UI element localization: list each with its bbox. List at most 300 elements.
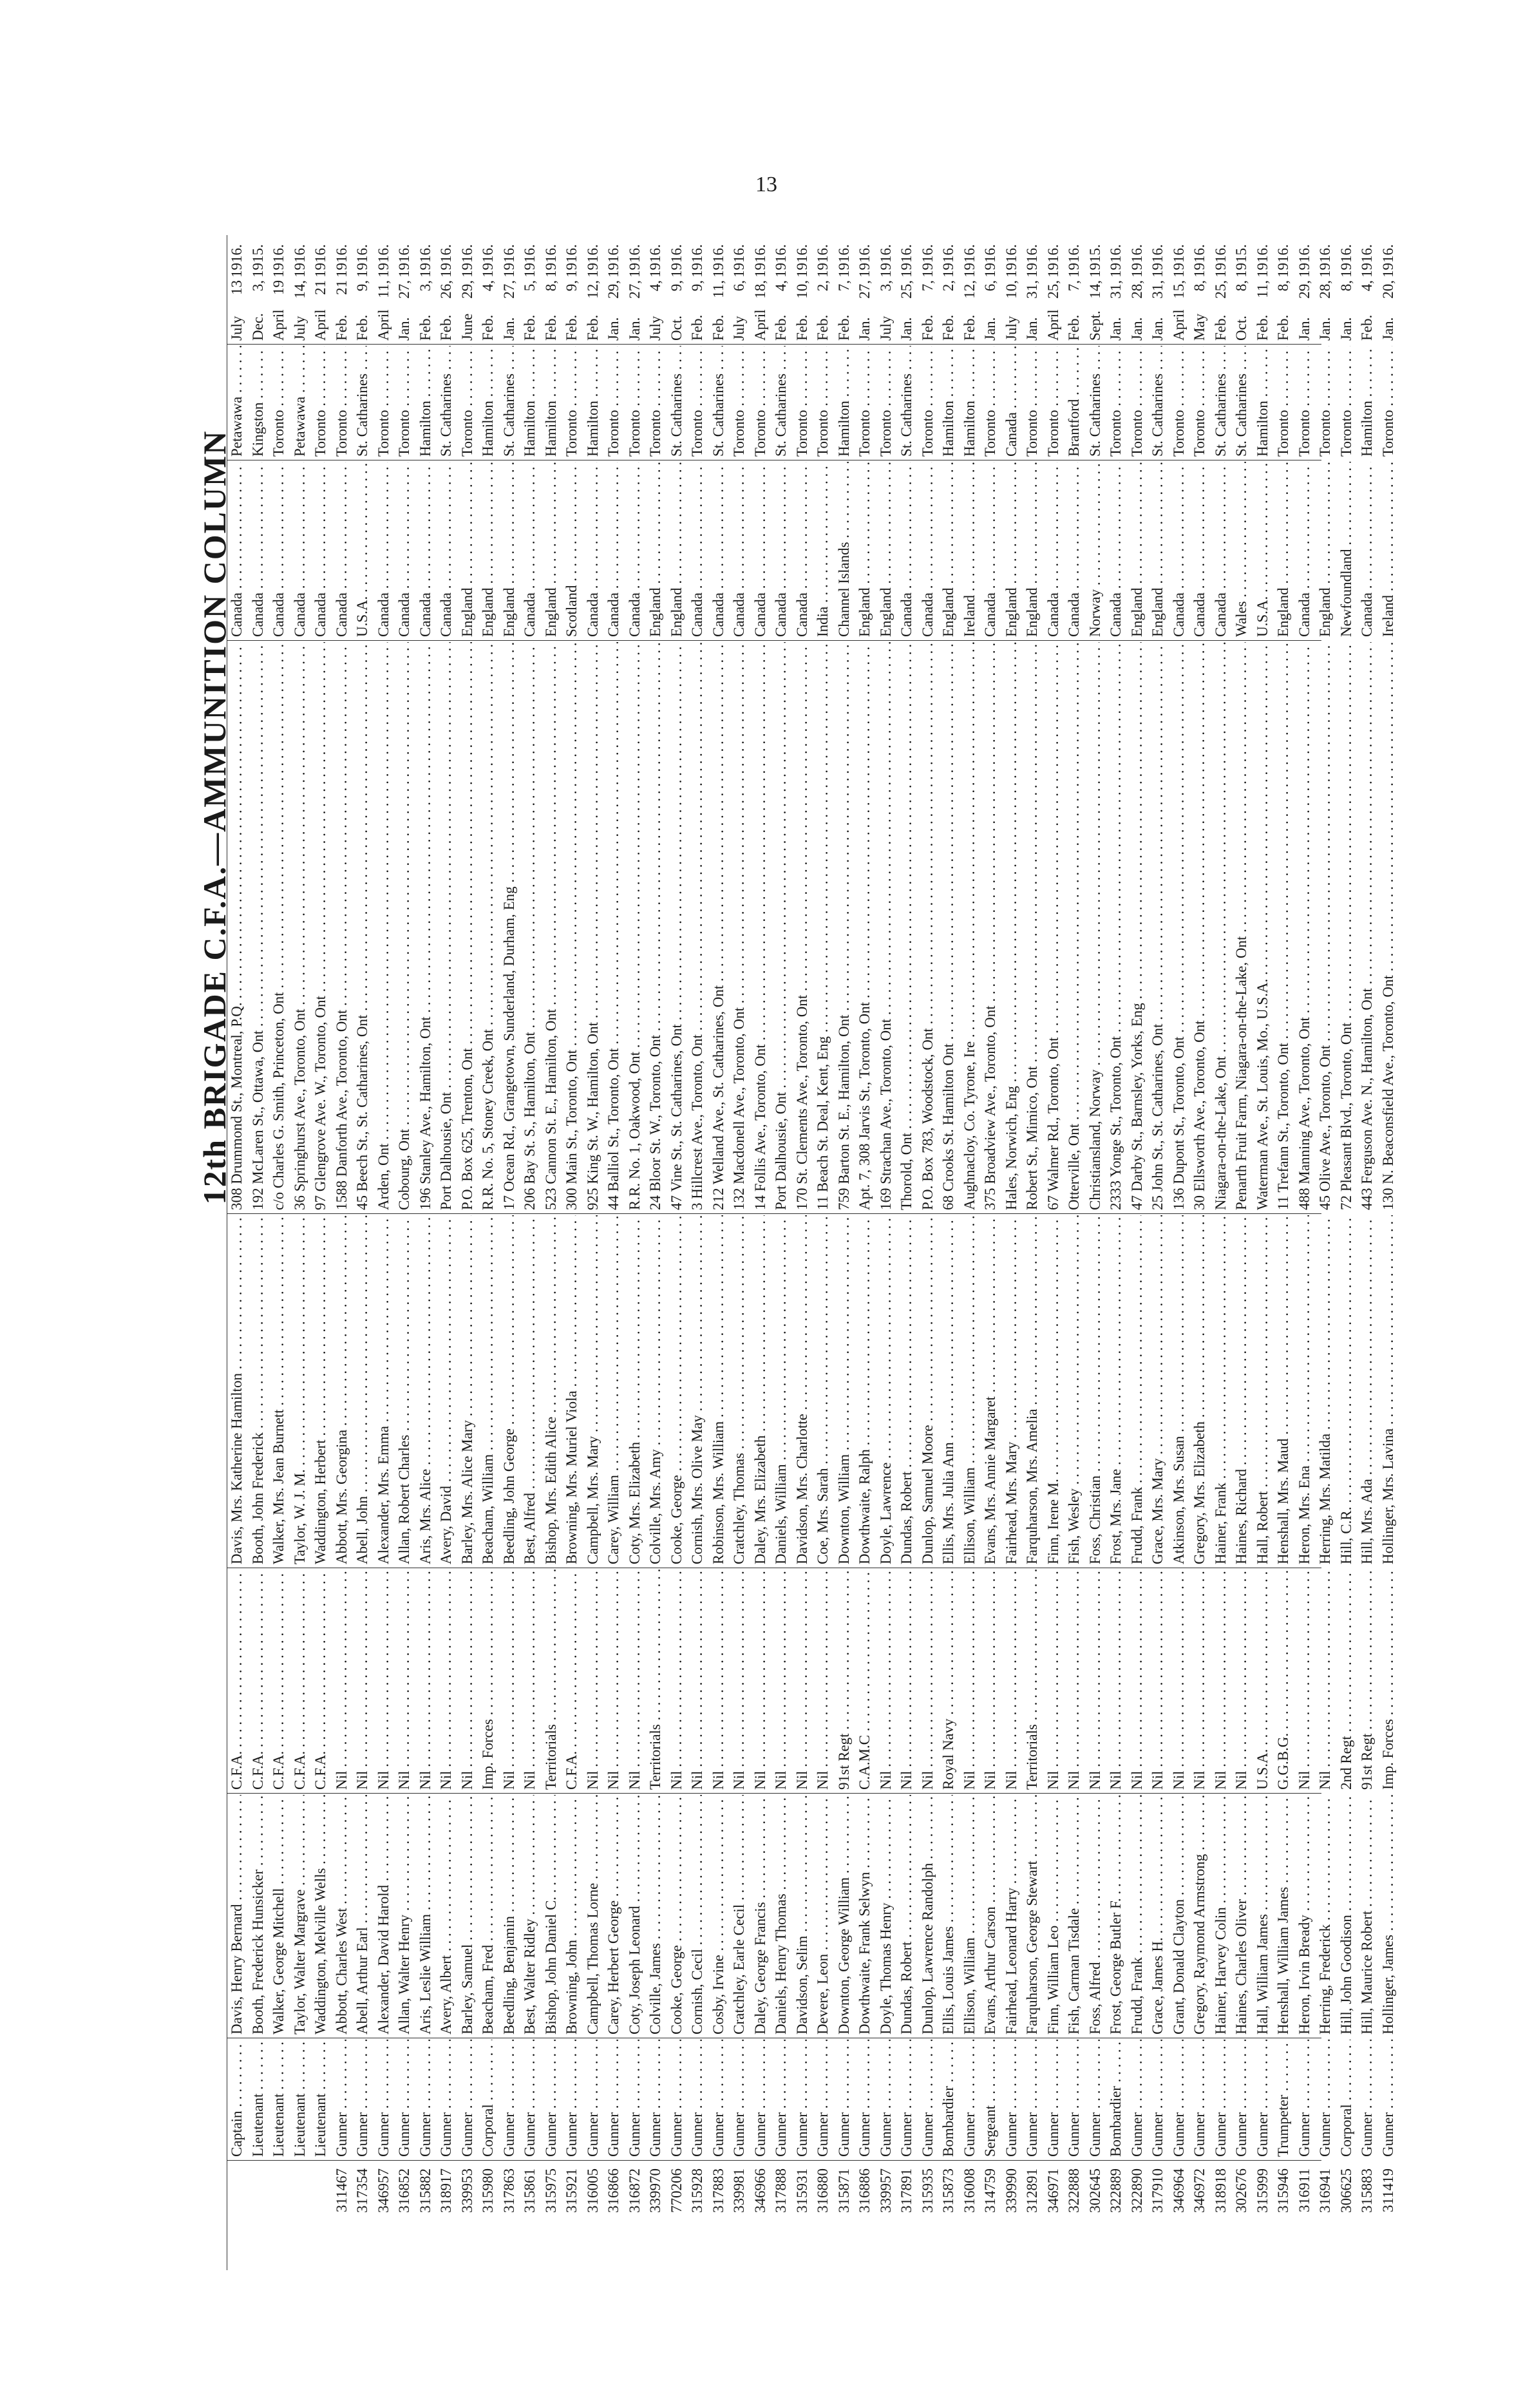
place-of-enlistment-cell: Toronto . . .: [562, 346, 583, 457]
former-corps-cell: Royal Navy . . .: [938, 1569, 960, 1790]
name-cell: Farquharson, George Stewart . . .: [1022, 1795, 1043, 2034]
country-of-birth-cell: England . . .: [1273, 462, 1294, 637]
enlistment-month-cell: Jan.: [898, 317, 914, 341]
rank-cell: Gunner . . .: [687, 2040, 708, 2157]
former-corps-cell: Nil . . .: [520, 1569, 541, 1790]
regimental-number-cell: 302676: [1233, 2168, 1249, 2213]
former-corps-cell: Nil . . .: [708, 1569, 730, 1790]
next-of-kin-cell: Campbell, Mrs. Mary . . .: [583, 1215, 604, 1564]
name-cell: Bishop, John Daniel C. . . .: [541, 1795, 562, 2034]
next-of-kin-cell: Coty, Mrs. Elizabeth . . .: [625, 1215, 646, 1564]
name-cell: Grant, Donald Clayton . . .: [1169, 1795, 1190, 2034]
address-cell: Hales, Norwich, Eng . . .: [1001, 642, 1023, 1210]
rank-cell: Gunner . . .: [625, 2040, 646, 2157]
table-row: [227, 235, 248, 2270]
table-row: [980, 235, 1001, 2270]
country-of-birth-cell: England . . .: [876, 462, 897, 637]
place-of-enlistment-cell: Toronto . . .: [792, 346, 813, 457]
enlistment-month-cell: Jan.: [1149, 317, 1166, 341]
name-cell: Hill, John Goodison . . .: [1336, 1795, 1357, 2034]
name-cell: Hall, William James . . .: [1253, 1795, 1274, 2034]
place-of-enlistment-cell: Toronto . . .: [1315, 346, 1336, 457]
country-of-birth-cell: Canada . . .: [1106, 462, 1127, 637]
regimental-number-cell: 339990: [1003, 2168, 1019, 2213]
next-of-kin-cell: Taylor, W. J. M. . . .: [290, 1215, 311, 1564]
next-of-kin-cell: Ellison, William . . .: [960, 1215, 981, 1564]
rank-cell: Corporal . . .: [1336, 2040, 1357, 2157]
place-of-enlistment-cell: St. Catharines . . .: [352, 346, 374, 457]
country-of-birth-cell: Canada . . .: [980, 462, 1001, 637]
country-of-birth-cell: India . . .: [813, 462, 834, 637]
regimental-number-cell: 322889: [1108, 2168, 1124, 2213]
former-corps-cell: Nil . . .: [771, 1569, 792, 1790]
enlistment-year-cell: 1916.: [1212, 244, 1229, 278]
enlistment-month-cell: July: [291, 316, 308, 341]
enlistment-year-cell: 1916.: [459, 244, 475, 278]
former-corps-cell: C.F.A. . . .: [562, 1569, 583, 1790]
next-of-kin-cell: Fish, Wesley . . .: [1064, 1215, 1085, 1564]
regimental-number-cell: 302645: [1086, 2168, 1103, 2213]
table-row: [834, 235, 855, 2270]
next-of-kin-cell: Abbott, Mrs. Georgina . . .: [332, 1215, 353, 1564]
former-corps-cell: Imp. Forces . . .: [1378, 1569, 1399, 1790]
name-cell: Carey, Herbert George . . .: [603, 1795, 625, 2034]
enlistment-day-cell: 13: [229, 280, 245, 295]
enlistment-year-cell: 1916.: [1045, 244, 1061, 278]
enlistment-month-cell: Dec.: [249, 313, 266, 341]
country-of-birth-cell: England . . .: [667, 462, 688, 637]
name-cell: Dundas, Robert . . .: [896, 1795, 918, 2034]
address-cell: 68 Crooks St. Hamilton Ont . . .: [938, 642, 960, 1210]
rank-cell: Lieutenant . . .: [269, 2040, 290, 2157]
regimental-number-cell: 346971: [1045, 2168, 1061, 2213]
former-corps-cell: 91st Regt . . .: [834, 1569, 855, 1790]
enlistment-month-cell: Feb.: [563, 314, 580, 341]
place-of-enlistment-cell: Toronto . . .: [457, 346, 478, 457]
country-of-birth-cell: Canada . . .: [918, 462, 939, 637]
address-cell: 170 St. Clements Ave., Toronto, Ont . . .: [792, 642, 813, 1210]
name-cell: Henshall, William James . . .: [1273, 1795, 1294, 2034]
country-of-birth-cell: Canada . . .: [896, 462, 918, 637]
enlistment-year-cell: 1916.: [668, 244, 685, 278]
next-of-kin-cell: Atkinson, Mrs. Susan . . .: [1169, 1215, 1190, 1564]
place-of-enlistment-cell: Toronto . . .: [1043, 346, 1064, 457]
former-corps-cell: Nil . . .: [1001, 1569, 1023, 1790]
name-cell: Beedling, Benjamin . . .: [499, 1795, 520, 2034]
enlistment-year-cell: 1916.: [438, 244, 454, 278]
regimental-number-cell: 346966: [752, 2168, 768, 2213]
table-row: [1231, 235, 1253, 2270]
place-of-enlistment-cell: Toronto . . .: [1378, 346, 1399, 457]
next-of-kin-cell: Foss, Christian . . .: [1085, 1215, 1106, 1564]
former-corps-cell: Nil . . .: [667, 1569, 688, 1790]
country-of-birth-cell: Canada . . .: [415, 462, 437, 637]
name-cell: Browning, John . . .: [562, 1795, 583, 2034]
rank-cell: Gunner . . .: [1043, 2040, 1064, 2157]
next-of-kin-cell: Davidson, Mrs. Charlotte . . .: [792, 1215, 813, 1564]
regimental-number-cell: 315946: [1275, 2168, 1291, 2213]
next-of-kin-cell: Browning, Mrs. Muriel Viola . . .: [562, 1215, 583, 1564]
address-cell: Arden, Ont . . .: [374, 642, 395, 1210]
country-of-birth-cell: England . . .: [1022, 462, 1043, 637]
address-cell: 925 King St. W., Hamilton, Ont . . .: [583, 642, 604, 1210]
enlistment-year-cell: 1916.: [877, 244, 894, 278]
enlistment-month-cell: Feb.: [815, 314, 831, 341]
enlistment-year-cell: 1916.: [898, 244, 914, 278]
enlistment-day-cell: 9,: [668, 280, 685, 292]
rank-cell: Gunner . . .: [394, 2040, 415, 2157]
next-of-kin-cell: Hill, Mrs. Ada . . .: [1357, 1215, 1378, 1564]
rank-cell: Gunner . . .: [374, 2040, 395, 2157]
next-of-kin-cell: Daley, Mrs. Elizabeth . . .: [750, 1215, 771, 1564]
former-corps-cell: C.F.A. . . .: [310, 1569, 332, 1790]
enlistment-month-cell: April: [752, 309, 768, 341]
enlistment-year-cell: 1916.: [500, 244, 517, 278]
place-of-enlistment-cell: Toronto . . .: [918, 346, 939, 457]
enlistment-month-cell: Feb.: [1275, 314, 1291, 341]
enlistment-day-cell: 27,: [626, 280, 643, 299]
address-cell: 308 Drummond St., Montreal, P.Q. . . .: [227, 642, 248, 1210]
next-of-kin-cell: Henshall, Mrs. Maud . . .: [1273, 1215, 1294, 1564]
name-cell: Dunlop, Lawrence Randolph . . .: [918, 1795, 939, 2034]
next-of-kin-cell: Daniels, William . . .: [771, 1215, 792, 1564]
enlistment-day-cell: 8,: [542, 280, 559, 292]
enlistment-day-cell: 28,: [1317, 280, 1333, 299]
country-of-birth-cell: Ireland . . .: [960, 462, 981, 637]
enlistment-day-cell: 2,: [940, 280, 956, 292]
table-row: [1085, 235, 1106, 2270]
next-of-kin-cell: Booth, John Frederick . . .: [248, 1215, 269, 1564]
regimental-number-cell: 315883: [1359, 2168, 1375, 2213]
former-corps-cell: Nil . . .: [813, 1569, 834, 1790]
name-cell: Coty, Joseph Leonard . . .: [625, 1795, 646, 2034]
name-cell: Cratchley, Earle Cecil . . .: [729, 1795, 750, 2034]
place-of-enlistment-cell: Toronto . . .: [855, 346, 876, 457]
table-row: [855, 235, 876, 2270]
regimental-number-cell: 306625: [1338, 2168, 1354, 2213]
country-of-birth-cell: England . . .: [541, 462, 562, 637]
former-corps-cell: Nil . . .: [1043, 1569, 1064, 1790]
name-cell: Aris, Leslie William . . .: [415, 1795, 437, 2034]
next-of-kin-cell: Doyle, Lawrence . . .: [876, 1215, 897, 1564]
enlistment-year-cell: 1915.: [1086, 244, 1103, 278]
enlistment-month-cell: Feb.: [793, 314, 810, 341]
enlistment-month-cell: June: [459, 313, 475, 341]
table-row: [792, 235, 813, 2270]
enlistment-month-cell: Feb.: [1254, 314, 1271, 341]
table-row: [1043, 235, 1064, 2270]
enlistment-month-cell: Jan.: [396, 317, 412, 341]
name-cell: Booth, Frederick Hunsicker . . .: [248, 1795, 269, 2034]
table-row: [1022, 235, 1043, 2270]
rank-cell: Bombardier . . .: [1106, 2040, 1127, 2157]
enlistment-day-cell: 4,: [480, 280, 496, 292]
enlistment-month-cell: Feb.: [542, 314, 559, 341]
country-of-birth-cell: England . . .: [855, 462, 876, 637]
address-cell: 196 Stanley Ave., Hamilton, Ont . . .: [415, 642, 437, 1210]
place-of-enlistment-cell: Toronto . . .: [1273, 346, 1294, 457]
place-of-enlistment-cell: Hamilton . . .: [834, 346, 855, 457]
address-cell: 206 Bay St. S., Hamilton, Ont . . .: [520, 642, 541, 1210]
enlistment-day-cell: 10,: [793, 280, 810, 299]
country-of-birth-cell: Canada . . .: [248, 462, 269, 637]
country-of-birth-cell: Canada . . .: [332, 462, 353, 637]
next-of-kin-cell: Hall, Robert . . .: [1253, 1215, 1274, 1564]
enlistment-year-cell: 1916.: [1338, 244, 1354, 278]
enlistment-year-cell: 1916.: [710, 244, 726, 278]
regimental-number-cell: 315935: [919, 2168, 936, 2213]
name-cell: Davidson, Selim . . .: [792, 1795, 813, 2034]
table-row: [436, 235, 457, 2270]
regimental-number-cell: 315975: [542, 2168, 559, 2213]
former-corps-cell: Nil . . .: [1106, 1569, 1127, 1790]
place-of-enlistment-cell: Brantford . . .: [1064, 346, 1085, 457]
enlistment-month-cell: Feb.: [773, 314, 789, 341]
rank-cell: Gunner . . .: [855, 2040, 876, 2157]
name-cell: Hainer, Harvey Colin . . .: [1211, 1795, 1232, 2034]
enlistment-month-cell: Feb.: [1066, 314, 1082, 341]
rank-cell: Gunner . . .: [1148, 2040, 1169, 2157]
name-cell: Abbott, Charles West . . .: [332, 1795, 353, 2034]
table-row: [687, 235, 708, 2270]
enlistment-month-cell: April: [1170, 309, 1187, 341]
enlistment-year-cell: 1916.: [835, 244, 852, 278]
enlistment-day-cell: 12,: [961, 280, 978, 299]
country-of-birth-cell: Canada . . .: [771, 462, 792, 637]
enlistment-day-cell: 11,: [1254, 280, 1271, 298]
rank-cell: Gunner . . .: [896, 2040, 918, 2157]
enlistment-day-cell: 27,: [396, 280, 412, 299]
table-row: [269, 235, 290, 2270]
enlistment-day-cell: 29,: [459, 280, 475, 299]
table-row: [415, 235, 437, 2270]
next-of-kin-cell: Waddington, Herbert . . .: [310, 1215, 332, 1564]
place-of-enlistment-cell: Toronto . . .: [687, 346, 708, 457]
place-of-enlistment-cell: Toronto . . .: [1022, 346, 1043, 457]
name-cell: Waddington, Melville Wells . . .: [310, 1795, 332, 2034]
rank-cell: Gunner . . .: [1231, 2040, 1253, 2157]
address-cell: Thorold, Ont . . .: [896, 642, 918, 1210]
enlistment-day-cell: 9,: [563, 280, 580, 292]
rank-cell: Gunner . . .: [1378, 2040, 1399, 2157]
enlistment-year-cell: 1916.: [815, 244, 831, 278]
former-corps-cell: Nil . . .: [583, 1569, 604, 1790]
place-of-enlistment-cell: Toronto . . .: [813, 346, 834, 457]
place-of-enlistment-cell: Toronto . . .: [269, 346, 290, 457]
next-of-kin-cell: Barley, Mrs. Alice Mary . . .: [457, 1215, 478, 1564]
regimental-number-cell: 316008: [961, 2168, 978, 2213]
former-corps-cell: Nil . . .: [1231, 1569, 1253, 1790]
country-of-birth-cell: Canada . . .: [1357, 462, 1378, 637]
address-cell: Robert St., Mimico, Ont . . .: [1022, 642, 1043, 1210]
country-of-birth-cell: Canada . . .: [625, 462, 646, 637]
enlistment-year-cell: 1916.: [1170, 244, 1187, 278]
place-of-enlistment-cell: St. Catharines . . .: [499, 346, 520, 457]
next-of-kin-cell: Best, Alfred . . .: [520, 1215, 541, 1564]
enlistment-day-cell: 6,: [731, 280, 747, 292]
address-cell: 212 Welland Ave., St. Catharines, Ont . . .: [708, 642, 730, 1210]
place-of-enlistment-cell: St. Catharines . . .: [708, 346, 730, 457]
name-cell: Frudd, Frank . . .: [1127, 1795, 1148, 2034]
enlistment-month-cell: Feb.: [961, 314, 978, 341]
table-row: [374, 235, 395, 2270]
former-corps-cell: Nil . . .: [1189, 1569, 1211, 1790]
regimental-number-cell: 346972: [1191, 2168, 1207, 2213]
enlistment-day-cell: 3,: [417, 280, 433, 292]
former-corps-cell: Nil . . .: [1169, 1569, 1190, 1790]
enlistment-year-cell: 1916.: [333, 244, 350, 278]
country-of-birth-cell: Wales . . .: [1231, 462, 1253, 637]
enlistment-day-cell: 18,: [752, 280, 768, 299]
enlistment-month-cell: Jan.: [1379, 317, 1396, 341]
former-corps-cell: Imp. Forces . . .: [478, 1569, 499, 1790]
enlistment-day-cell: 21: [312, 280, 328, 295]
name-cell: Daniels, Henry Thomas . . .: [771, 1795, 792, 2034]
enlistment-year-cell: 1916.: [396, 244, 412, 278]
rank-cell: Lieutenant . . .: [248, 2040, 269, 2157]
address-cell: 36 Springhurst Ave., Toronto, Ont . . .: [290, 642, 311, 1210]
address-cell: 25 John St., St. Catharines, Ont . . .: [1148, 642, 1169, 1210]
next-of-kin-cell: Carey, William . . .: [603, 1215, 625, 1564]
enlistment-month-cell: July: [1003, 316, 1019, 341]
enlistment-year-cell: 1916.: [919, 244, 936, 278]
enlistment-year-cell: 1916.: [1359, 244, 1375, 278]
enlistment-year-cell: 1916.: [1191, 244, 1207, 278]
country-of-birth-cell: Channel Islands . . .: [834, 462, 855, 637]
enlistment-month-cell: July: [731, 316, 747, 341]
name-cell: Foss, Alfred . . .: [1085, 1795, 1106, 2034]
name-cell: Heron, Irvin Bready . . .: [1294, 1795, 1316, 2034]
enlistment-month-cell: Feb.: [333, 314, 350, 341]
regimental-number-cell: 317891: [898, 2168, 914, 2213]
next-of-kin-cell: Bishop, Mrs. Edith Alice . . .: [541, 1215, 562, 1564]
rank-cell: Gunner . . .: [436, 2040, 457, 2157]
enlistment-month-cell: July: [229, 316, 245, 341]
table-row: [1064, 235, 1085, 2270]
rank-cell: Gunner . . .: [541, 2040, 562, 2157]
rank-cell: Lieutenant . . .: [310, 2040, 332, 2157]
enlistment-day-cell: 12,: [584, 280, 601, 299]
page-title: 12th BRIGADE C.F.A.—AMMUNITION COLUMN: [196, 430, 232, 1205]
former-corps-cell: Nil . . .: [1294, 1569, 1316, 1790]
name-cell: Avery, Albert . . .: [436, 1795, 457, 2034]
enlistment-day-cell: 25,: [1045, 280, 1061, 299]
enlistment-month-cell: Feb.: [919, 314, 936, 341]
regimental-number-cell: 316872: [626, 2168, 643, 2213]
enlistment-day-cell: 27,: [500, 280, 517, 299]
former-corps-cell: Nil . . .: [332, 1569, 353, 1790]
former-corps-cell: Nil . . .: [960, 1569, 981, 1790]
place-of-enlistment-cell: Hamilton . . .: [938, 346, 960, 457]
regimental-number-cell: 339953: [459, 2168, 475, 2213]
enlistment-year-cell: 1916.: [291, 244, 308, 278]
name-cell: Cornish, Cecil . . .: [687, 1795, 708, 2034]
place-of-enlistment-cell: Canada . . .: [1001, 346, 1023, 457]
former-corps-cell: C.F.A. . . .: [290, 1569, 311, 1790]
enlistment-month-cell: Jan.: [626, 317, 643, 341]
rank-cell: Gunner . . .: [1127, 2040, 1148, 2157]
address-cell: Apt. 7, 308 Jarvis St., Toronto, Ont . . .: [855, 642, 876, 1210]
regimental-number-cell: 315871: [835, 2168, 852, 2213]
enlistment-day-cell: 4,: [773, 280, 789, 292]
rank-cell: Gunner . . .: [918, 2040, 939, 2157]
next-of-kin-cell: Davis, Mrs. Katherine Hamilton . . .: [227, 1215, 248, 1564]
address-cell: 523 Cannon St. E., Hamilton, Ont . . .: [541, 642, 562, 1210]
name-cell: Haines, Charles Oliver . . .: [1231, 1795, 1253, 2034]
next-of-kin-cell: Cratchley, Thomas . . .: [729, 1215, 750, 1564]
enlistment-month-cell: April: [1045, 309, 1061, 341]
rank-cell: Gunner . . .: [562, 2040, 583, 2157]
former-corps-cell: Territorials . . .: [645, 1569, 667, 1790]
former-corps-cell: 91st Regt . . .: [1357, 1569, 1378, 1790]
rank-cell: Gunner . . .: [750, 2040, 771, 2157]
place-of-enlistment-cell: St. Catharines . . .: [1085, 346, 1106, 457]
enlistment-month-cell: Jan.: [1317, 317, 1333, 341]
regimental-number-cell: 315921: [563, 2168, 580, 2213]
regimental-number-cell: 311419: [1379, 2168, 1396, 2213]
rank-cell: Corporal . . .: [478, 2040, 499, 2157]
enlistment-day-cell: 25,: [898, 280, 914, 299]
rank-cell: Gunner . . .: [583, 2040, 604, 2157]
name-cell: Best, Walter Ridley . . .: [520, 1795, 541, 2034]
table-body: [227, 235, 1399, 2270]
regimental-number-cell: 322890: [1128, 2168, 1145, 2213]
country-of-birth-cell: Canada . . .: [1211, 462, 1232, 637]
name-cell: Ellison, William . . .: [960, 1795, 981, 2034]
table-row: [876, 235, 897, 2270]
name-cell: Dowthwaite, Frank Selwyn . . .: [855, 1795, 876, 2034]
country-of-birth-cell: England . . .: [499, 462, 520, 637]
place-of-enlistment-cell: Hamilton . . .: [583, 346, 604, 457]
name-cell: Colville, James . . .: [645, 1795, 667, 2034]
name-cell: Abell, Arthur Earl . . .: [352, 1795, 374, 2034]
former-corps-cell: Nil . . .: [1315, 1569, 1336, 1790]
rank-cell: Gunner . . .: [1022, 2040, 1043, 2157]
name-cell: Gregory, Raymond Armstrong . . .: [1189, 1795, 1211, 2034]
next-of-kin-cell: Ellis, Mrs. Julia Ann . . .: [938, 1215, 960, 1564]
regimental-number-cell: 322888: [1066, 2168, 1082, 2213]
country-of-birth-cell: Canada . . .: [603, 462, 625, 637]
regimental-number-cell: [227, 2166, 248, 2270]
next-of-kin-cell: Finn, Irene M. . . .: [1043, 1215, 1064, 1564]
country-of-birth-cell: England . . .: [1315, 462, 1336, 637]
enlistment-month-cell: Oct.: [1233, 316, 1249, 341]
table-row: [332, 235, 353, 2270]
table-row: [310, 235, 332, 2270]
regimental-number-cell: 315980: [480, 2168, 496, 2213]
next-of-kin-cell: Hainer, Frank . . .: [1211, 1215, 1232, 1564]
enlistment-day-cell: 15,: [1170, 280, 1187, 299]
table-row: [603, 235, 625, 2270]
enlistment-month-cell: Feb.: [417, 314, 433, 341]
place-of-enlistment-cell: St. Catharines . . .: [1231, 346, 1253, 457]
place-of-enlistment-cell: Toronto . . .: [729, 346, 750, 457]
former-corps-cell: C.A.M.C . . .: [855, 1569, 876, 1790]
enlistment-day-cell: 9,: [354, 280, 370, 292]
place-of-enlistment-cell: Hamilton . . .: [1357, 346, 1378, 457]
former-corps-cell: Nil . . .: [687, 1569, 708, 1790]
next-of-kin-cell: Aris, Mrs. Alice . . .: [415, 1215, 437, 1564]
regimental-number-cell: 314759: [982, 2168, 998, 2213]
enlistment-month-cell: Feb.: [354, 314, 370, 341]
former-corps-cell: Nil . . .: [1148, 1569, 1169, 1790]
former-corps-cell: Nil . . .: [918, 1569, 939, 1790]
rank-cell: Gunner . . .: [667, 2040, 688, 2157]
country-of-birth-cell: Canada . . .: [1294, 462, 1316, 637]
address-cell: 11 Trefann St., Toronto, Ont . . .: [1273, 642, 1294, 1210]
country-of-birth-cell: Canada . . .: [310, 462, 332, 637]
enlistment-year-cell: 1916.: [940, 244, 956, 278]
